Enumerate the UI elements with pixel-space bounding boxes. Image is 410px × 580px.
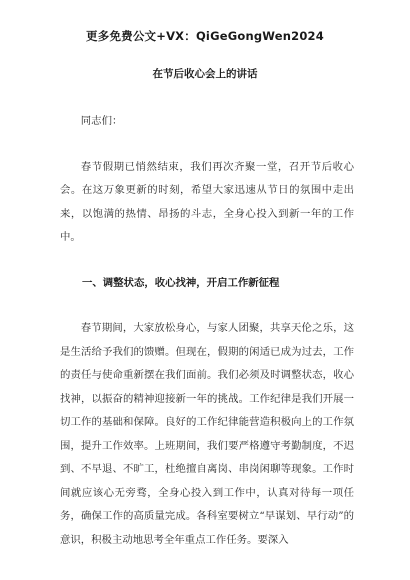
salutation: 同志们： (80, 115, 123, 127)
document-title: 在节后收心会上的讲话 (152, 68, 258, 80)
document-body (60, 110, 354, 574)
section-1-paragraph: 春节期间，大家放松身心，与家人团聚，共享天伦之乐，这是生活给予我们的馈赠。但现在，假期的闲适已成为过去，工作的责任与使命重新摆在我们面前。我们必须及时调整状态，收心找神，以振奋的精神迎接新一年的挑战。工作纪律是我们开展一切工作的基础和保障。良好的工作纪律能营造积极向上的工作氛围，提升工作效率。上班期间，我们要严格遵守考勤制度，不迟到、不早退、不旷工，杜绝擅自离岗、串岗闲聊等现象。工作时间就应该心无旁骛，全身心投入到工作中，认真对待每一项任务，确保工作的高质量完成。各科室要树立“早谋划、早行动”的意识，积极主动地思考全年重点工作任务。要深入 (60, 322, 354, 546)
promo-header: 更多免费公文+VX：QiGeGongWen2024 (86, 29, 324, 43)
section-heading-1: 一、调整状态，收心找神，开启工作新征程 (82, 276, 280, 289)
opening-paragraph: 春节假期已悄然结束，我们再次齐聚一堂，召开节后收心会。在这万象更新的时刻，希望大家迅速从节日的氛围中走出来，以饱满的热情、昂扬的斗志，全身心投入到新一年的工作中。 (60, 160, 354, 243)
